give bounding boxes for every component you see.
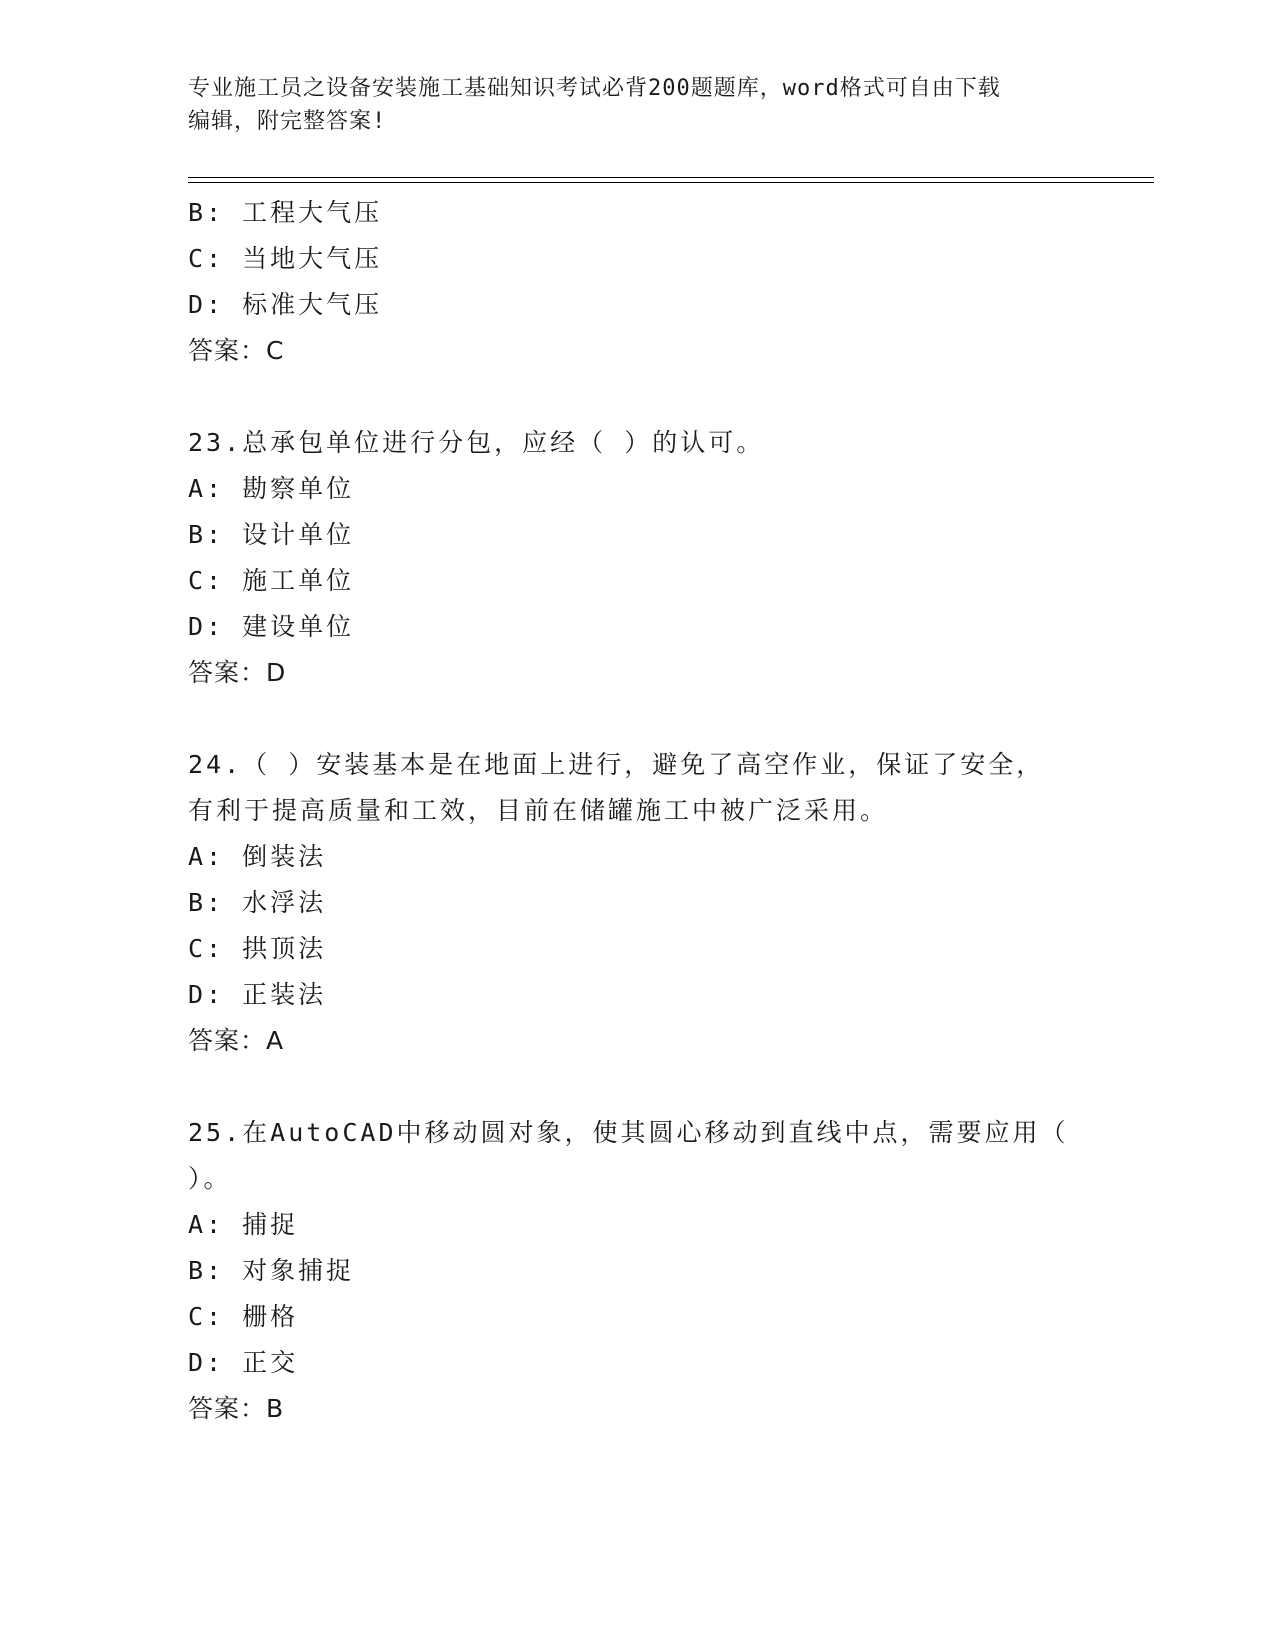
answer: 答案：D bbox=[188, 658, 287, 687]
question-text-line-2: 有利于提高质量和工效，目前在储罐施工中被广泛采用。 bbox=[188, 796, 889, 825]
answer: 答案：C bbox=[188, 336, 285, 365]
option-c: C: 拱顶法 bbox=[188, 934, 327, 963]
option-b: B: 设计单位 bbox=[188, 520, 355, 549]
option-b: B: 工程大气压 bbox=[188, 198, 383, 227]
question-list bbox=[188, 190, 1118, 1432]
header-rule-top bbox=[188, 177, 1154, 178]
header-line-1: 专业施工员之设备安装施工基础知识考试必背200题题库，word格式可自由下载 bbox=[188, 76, 1001, 101]
question-25 bbox=[188, 1110, 1118, 1432]
header-line-2: 编辑，附完整答案! bbox=[188, 109, 387, 134]
option-b: B: 对象捕捉 bbox=[188, 1256, 355, 1285]
option-c: C: 当地大气压 bbox=[188, 244, 383, 273]
question-24 bbox=[188, 742, 1118, 1064]
question-text-line-1: 25.在AutoCAD中移动圆对象，使其圆心移动到直线中点，需要应用（ bbox=[188, 1118, 1069, 1147]
option-a: A: 捕捉 bbox=[188, 1210, 299, 1239]
spacer bbox=[188, 1064, 1118, 1110]
spacer bbox=[188, 696, 1118, 742]
option-c: C: 施工单位 bbox=[188, 566, 355, 595]
document-header bbox=[188, 72, 1088, 138]
option-d: D: 正交 bbox=[188, 1348, 299, 1377]
option-a: A: 勘察单位 bbox=[188, 474, 355, 503]
question-text-line-1: 24.（ ）安装基本是在地面上进行，避免了高空作业，保证了安全， bbox=[188, 750, 1045, 779]
question-text-line-2: ）。 bbox=[188, 1164, 232, 1193]
option-d: D: 标准大气压 bbox=[188, 290, 383, 319]
spacer bbox=[188, 374, 1118, 420]
answer: 答案：B bbox=[188, 1394, 285, 1423]
option-c: C: 栅格 bbox=[188, 1302, 299, 1331]
option-a: A: 倒装法 bbox=[188, 842, 327, 871]
option-b: B: 水浮法 bbox=[188, 888, 327, 917]
question-22 bbox=[188, 190, 1118, 374]
option-d: D: 正装法 bbox=[188, 980, 327, 1009]
question-text: 23.总承包单位进行分包，应经（ ）的认可。 bbox=[188, 428, 765, 457]
answer: 答案：A bbox=[188, 1026, 285, 1055]
header-rule-bottom bbox=[188, 182, 1154, 183]
question-23 bbox=[188, 420, 1118, 696]
option-d: D: 建设单位 bbox=[188, 612, 355, 641]
